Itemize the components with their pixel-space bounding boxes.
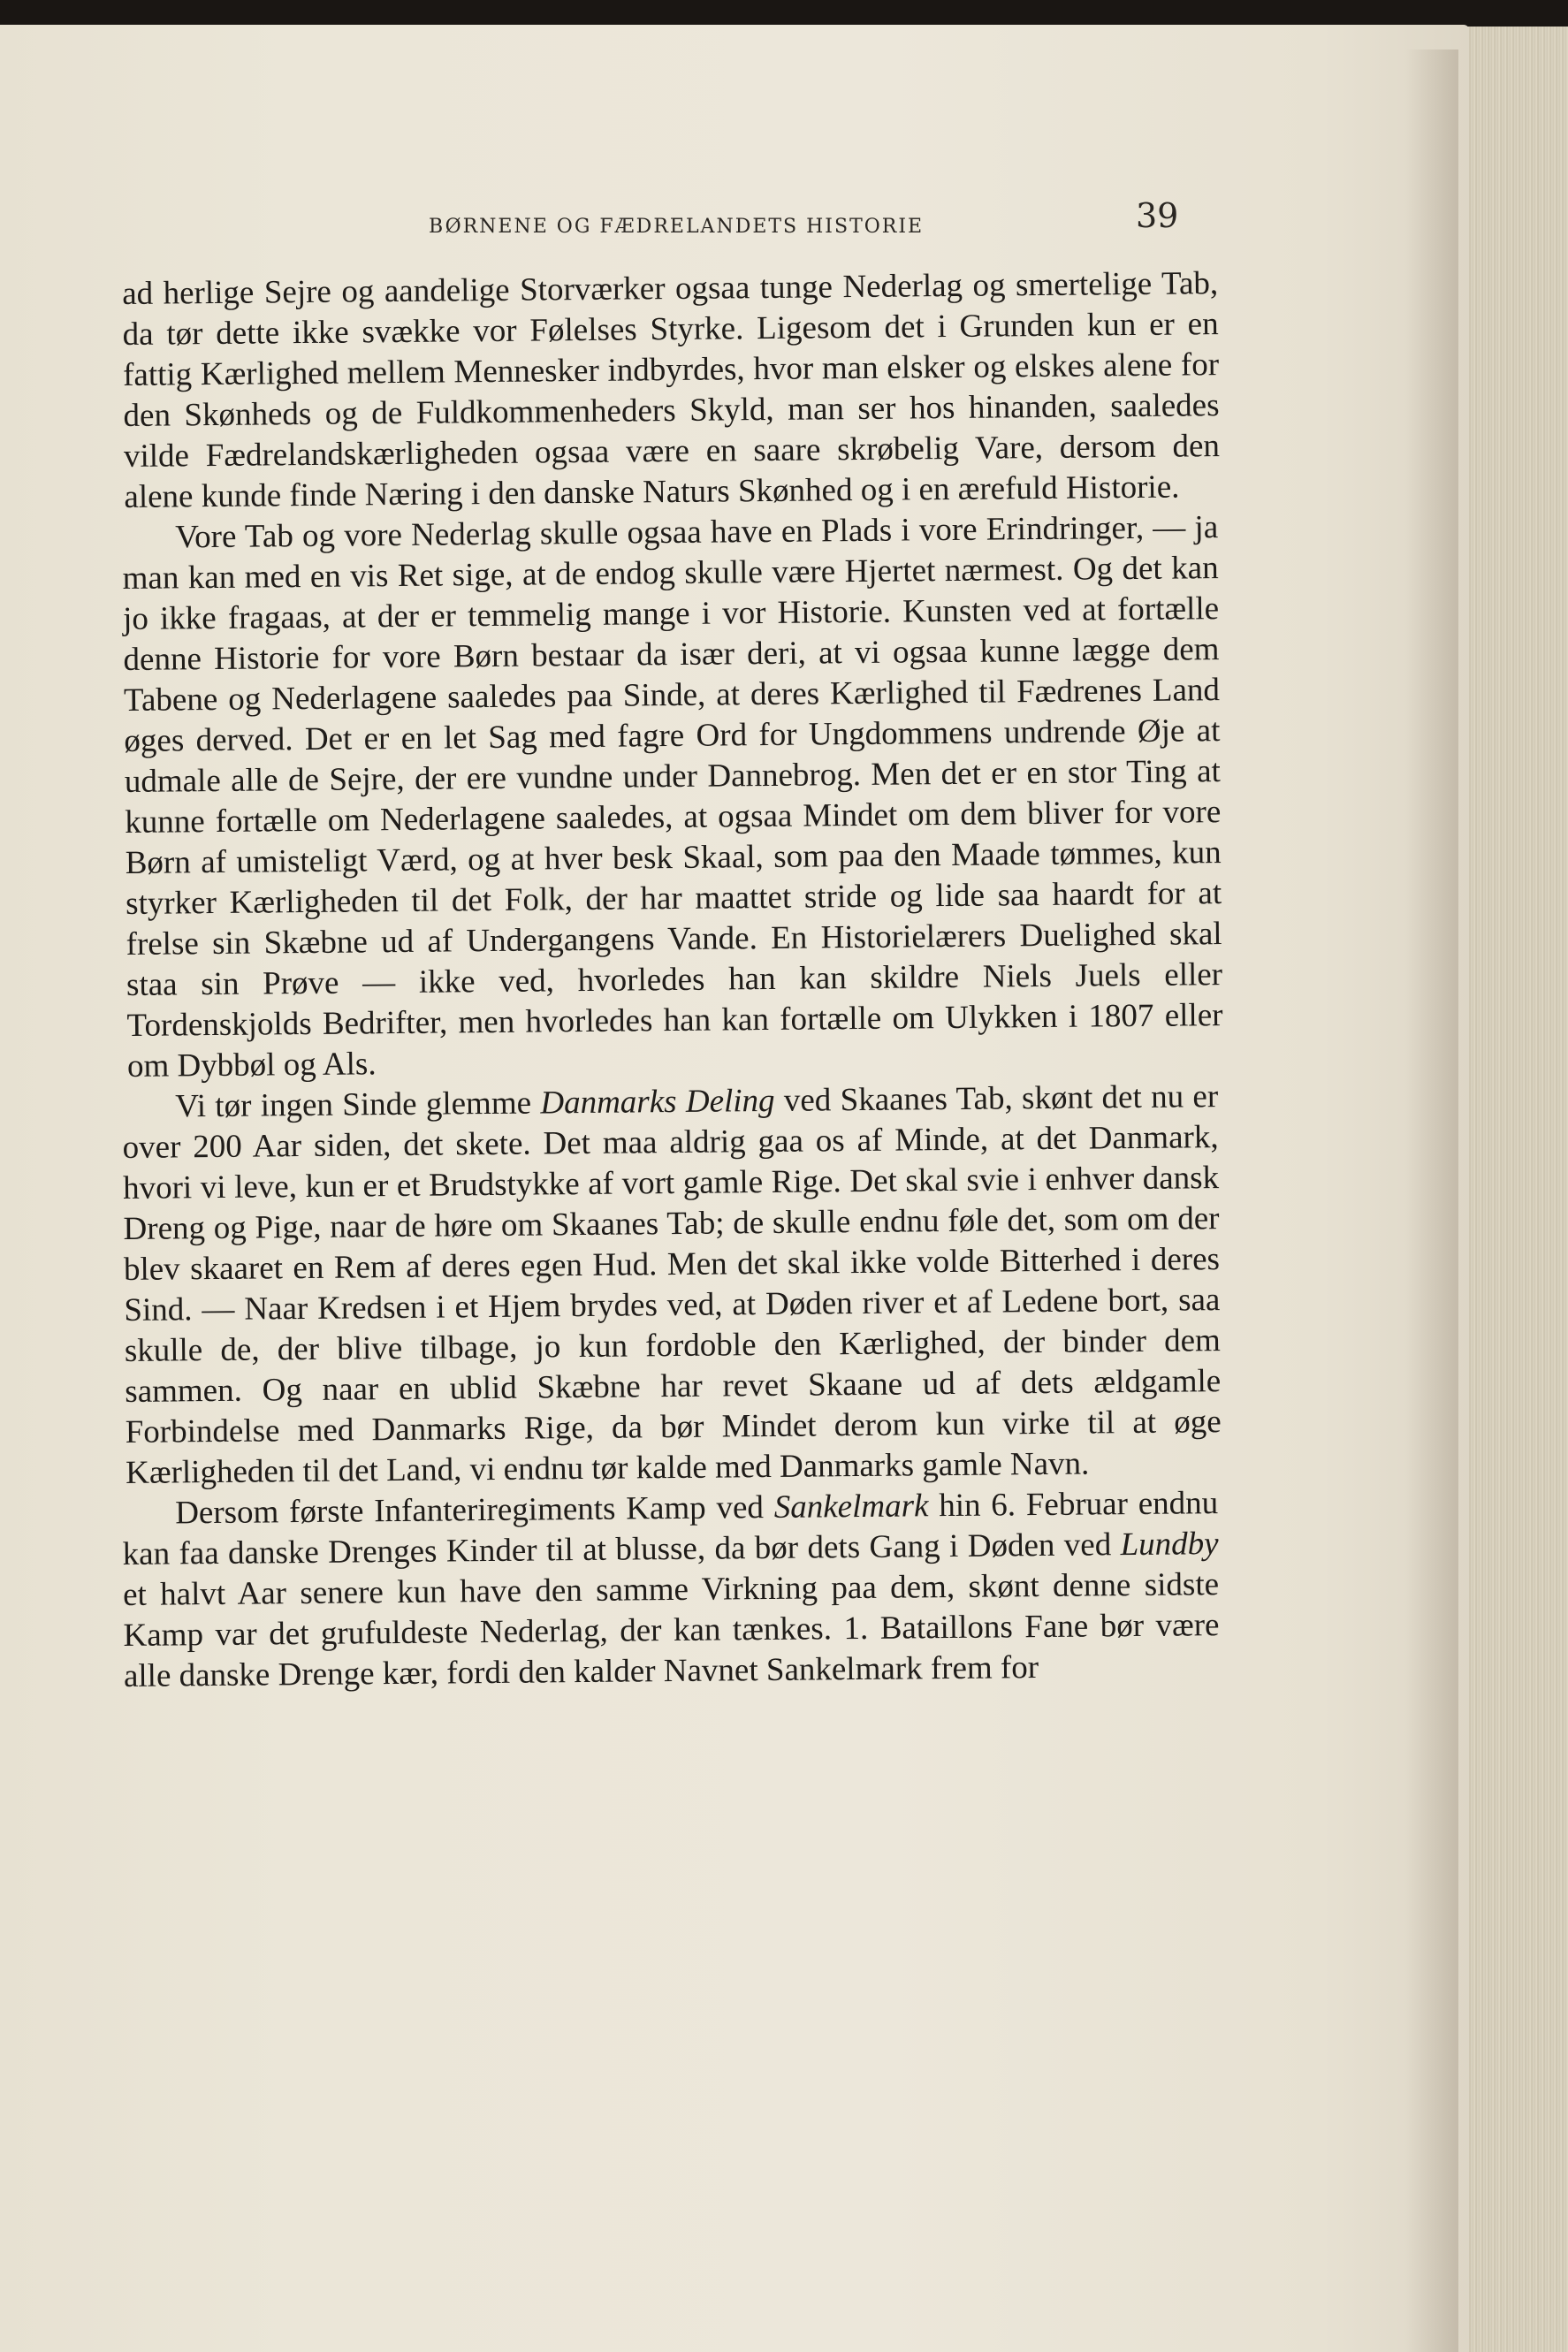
- page-number: 39: [1136, 196, 1179, 235]
- text-segment: hin 6. Februar endnu kan faa danske Drenges Kinder til at blusse, da bør dets Gang i Døden ved: [122, 1485, 1219, 1572]
- running-title: BØRNENE OG FÆDRELANDETS HISTORIE: [429, 216, 925, 238]
- text-segment: et halvt Aar senere kun have den samme Virkning paa dem, skønt denne sidste Kamp var det grufuldeste Nederlag, der kan tænkes. 1. Bataillons Fane bør være alle danske Drenge kær, fordi den kalder Navnet Sankelmark frem for: [122, 1566, 1220, 1694]
- paragraph-2: [122, 507, 1223, 1087]
- text-segment: ved Skaanes Tab, skønt det nu er over 200 Aar siden, det skete. Det maa aldrig gaa os af Minde, at det Danmark, hvori vi leve, kun er et Brudstykke af vort gamle Rige. Det skal svie i enhver dansk Dreng og Pige, naar de høre om Skaanes Tab; de skulle endnu føle det, som om der blev skaaret en Rem af deres egen Hud. Men det skal ikke volde Bitterhed i deres Sind. — Naar Kredsen i et Hjem brydes ved, at Døden river et af Ledene bort, saa skulle de, der blive tilbage, jo kun fordoble den Kærlighed, der binder dem sammen. Og naar en ublid Skæbne har revet Skaane ud af dets ældgamle Forbindelse med Danmarks Rige, da bør Mindet derom kun virke til at øge Kærligheden til det Land, vi endnu tør kalde med Danmarks gamle Navn.: [122, 1078, 1222, 1491]
- italic-place-name: Danmarks Deling: [540, 1082, 775, 1122]
- gutter-shadow: [1405, 49, 1458, 2352]
- text-segment: ad herlige Sejre og aandelige Storværker ogsaa tunge Nederlag og smertelige Tab, da tør dette ikke svække vor Følelses Styrke. Ligesom det i Grunden kun er en fattig Kærlighed mellem Mennesker indbyrdes, hvor man elsker og elskes alene for den Skønheds og de Fuldkommenheders Skyld, man ser hos hinanden, saaledes vilde Fædrelandskærligheden ogsaa være en saare skrøbelig Vare, dersom den alene kunde finde Næring i den danske Naturs Skønhed og i en ærefuld Historie.: [122, 265, 1221, 515]
- text-segment: Dersom første Infanteriregiments Kamp ved: [175, 1488, 774, 1532]
- italic-place-name: Sankelmark: [773, 1488, 929, 1526]
- italic-place-name: Lundby: [1120, 1526, 1219, 1564]
- paragraph-4: [122, 1483, 1220, 1697]
- text-segment: Vi tør ingen Sinde glemme: [175, 1085, 541, 1125]
- text-segment: Vore Tab og vore Nederlag skulle ogsaa have en Plads i vore Erindringer, — ja man kan med en vis Ret sige, at de endog skulle være Hjertet nærmest. Og det kan jo ikke fragaas, at der er temmelig mange i vor Historie. Kunsten ved at fortælle denne Historie for vore Børn bestaar da især deri, at vi ogsaa kunne lægge dem Tabene og Nederlagene saaledes paa Sinde, at deres Kærlighed til Fædrenes Land øges derved. Det er en let Sag med fagre Ord for Ungdommens undrende Øje at udmale alle de Sejre, der ere vundne under Dannebrog. Men det er en stor Ting at kunne fortælle om Nederlagene saaledes, at ogsaa Mindet om dem bliver for vore Børn af umisteligt Værd, og at hver besk Skaal, som paa den Maade tømmes, kun styrker Kærligheden til det Folk, der har maattet stride og lide saa haardt for at frelse sin Skæbne ud af Undergangens Vande. En Historielærers Duelighed skal staa sin Prøve — ikke ved, hvorledes han kan skildre Niels Juels eller Tordenskjolds Bedrifter, men hvorledes han kan fortælle om Ulykken i 1807 eller om Dybbøl og Als.: [122, 509, 1223, 1085]
- paragraph-3: [122, 1077, 1222, 1494]
- paragraph-1: [122, 263, 1221, 518]
- body-text: [122, 265, 1223, 1697]
